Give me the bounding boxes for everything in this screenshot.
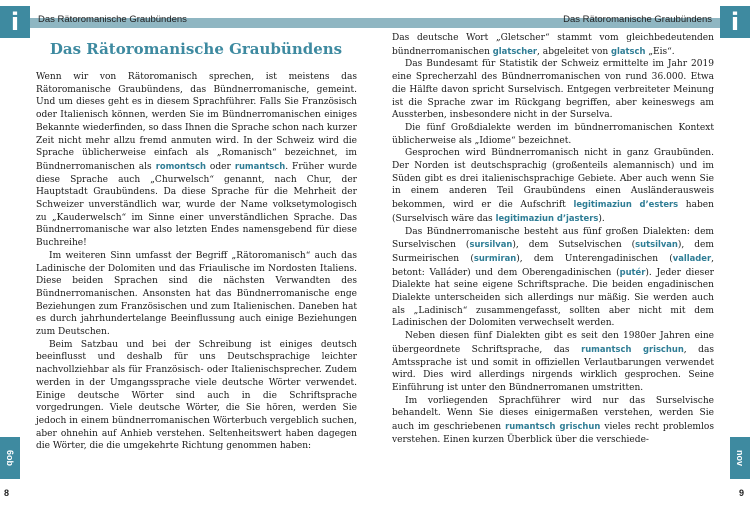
romansh-term: rumantsch grischun: [505, 421, 601, 432]
page-title: Das Rätoromanische Graubündens: [49, 40, 343, 58]
text-run: , betont: Valláder) und dem Oberengadinischen (: [392, 253, 714, 278]
side-tab-right: [730, 437, 750, 479]
right-running-header: [375, 6, 750, 36]
romansh-term: vallader: [672, 252, 712, 263]
text-run: ).: [598, 213, 605, 224]
info-icon: i: [720, 6, 750, 38]
body-paragraph: [392, 395, 714, 447]
romansh-term: rumantsch: [234, 160, 286, 171]
romansh-term: surmiran: [473, 252, 517, 263]
text-run: ), dem Sutselvischen (: [512, 240, 636, 251]
body-paragraph: [392, 147, 714, 225]
text-run: Neben diesen fünf Dialekten gibt es seit den 1980er Jahren eine übergeordnete Schriftsprache, das: [392, 331, 714, 355]
side-tab-label: 6ob: [4, 449, 15, 467]
side-tab-left: [0, 437, 20, 479]
text-run: ). Jeder dieser Dialekte hat seine eigene Schriftsprache. Die beiden engadinischen Dialekte unterscheiden sich allerdings nur mäßig. Sie werden auch als „Ladinisch“ zusammengefasst, sollten aber nicht mit dem Ladinischen der Dolomiten verwechselt werden.: [392, 267, 714, 329]
romansh-term: sutsilvan: [635, 239, 678, 250]
text-run: Das Bundesamt für Statistik der Schweiz ermittelte im Jahr 2019 eine Sprecherzahl des Bündnerromanischen von rund 36.000. Etwa die Hälfte davon spricht Surselvisch. Entgegen verbreiteter Meinung ist die Sprache zwar im Rückgang begriffen, aber keineswegs am Aussterben, insbesondere nicht in der Surselva.: [392, 59, 714, 121]
running-title: Das Rätoromanische Graubündens: [563, 14, 712, 25]
text-run: , abgeleitet von: [537, 46, 612, 57]
romansh-term: legitimaziun d’jasters: [495, 212, 599, 223]
text-run: „Eis“.: [645, 46, 675, 57]
right-body-text: [392, 32, 714, 447]
running-title: Das Rätoromanische Graubündens: [38, 14, 187, 25]
text-run: Im vorliegenden Sprachführer wird nur das Surselvische behandelt. Wenn Sie dieses einigermaßen verstehen, werden Sie auch im geschriebenen: [392, 395, 714, 433]
left-running-header: [0, 6, 375, 36]
text-run: haben (Surselvisch wäre das: [392, 200, 714, 224]
body-paragraph: [392, 122, 714, 147]
body-paragraph: [392, 330, 714, 395]
body-paragraph: [392, 32, 714, 58]
body-paragraph: [36, 250, 357, 339]
text-run: Gesprochen wird Bündnerromanisch nicht in ganz Graubünden. Der Norden ist deutschsprachig (großenteils alemannisch) und im Süden gibt es drei italienischsprachige Gebiete. Aber auch wenn Sie in einem anderen Teil Graubündens einen Ausländerausweis bekommen, wird er die Aufschrift: [392, 148, 714, 211]
text-run: Wenn wir von Rätoromanisch sprechen, ist meistens das Rätoromanische Graubündens, das Bündnerromanische, gemeint. Und um dieses geht es in diesem Sprachführer. Falls Sie Französisch oder Italienisch können, werden Sie im Bündnerromanischen einiges Bekannte wiederfinden, so dass Ihnen die Sprache schon nach kurzer Zeit nicht mehr allzu fremd anmuten wird. In der Schweiz wird die Sprache üblicherweise einfach als „Romanisch“ bezeichnet, im Bündnerromanischen als: [36, 72, 357, 172]
body-paragraph: [36, 339, 357, 453]
right-page: [375, 0, 750, 512]
romansh-term: glatscher: [492, 45, 538, 56]
text-run: Im weiteren Sinn umfasst der Begriff „Rätoromanisch“ auch das Ladinische der Dolomiten und das Friaulische im Nordosten Italiens. Diese beiden Sprachen sind die nächsten Verwandten des Bündnerromanischen. Ansonsten hat das Bündnerromanische enge Beziehungen zum Französischen und zum Italienischen. Daneben hat es durch jahrhundertelange Beeinflussung auch einige Beziehungen zum Deutschen.: [36, 250, 357, 338]
left-body-text: [36, 71, 357, 453]
side-tab-label: nov: [734, 449, 745, 467]
page-number: 9: [738, 488, 744, 498]
body-paragraph: [36, 71, 357, 250]
text-run: Das deutsche Wort „Gletscher“ stammt vom gleichbedeutenden bündnerromanischen: [392, 33, 714, 57]
text-run: ), dem Unterengadinischen (: [516, 253, 673, 264]
text-run: Die fünf Großdialekte werden im bündnerromanischen Kontext üblicherweise als „Idiome“ bezeichnet.: [392, 122, 714, 146]
text-run: . Früher wurde diese Sprache auch „Churwelsch“ genannt, nach Chur, der Hauptstadt Graubündens. Da diese Sprache für die Mehrheit der Schweizer unverständlich war, wurde der Name volksetymologisch zu „Kauderwelsch“ im Sinne einer unverständlichen Sprache. Das Bündnerromanische war also letzten Endes namensgebend für diese Buchreihe!: [36, 161, 358, 249]
romansh-term: glatsch: [611, 45, 646, 56]
info-icon: i: [0, 6, 30, 38]
text-run: Das Bündnerromanische besteht aus fünf großen Dialekten: dem Surselvischen (: [392, 226, 714, 251]
text-run: ), dem Surmeirischen (: [392, 240, 714, 264]
page-number: 8: [4, 488, 10, 498]
body-paragraph: [392, 226, 714, 331]
romansh-term: sursilvan: [469, 239, 513, 250]
romansh-term: putér: [619, 266, 646, 277]
romansh-term: rumantsch grischun: [581, 343, 684, 354]
romansh-term: legitimaziun d’esters: [573, 199, 679, 210]
text-run: Beim Satzbau und bei der Schreibung ist einiges deutsch beeinflusst und deshalb für uns Deutschsprachige leichter nachvollziehbar als für Französisch- oder Italienischsprecher. Zudem werden in der Umgangssprache viele deutsche Wörter verwendet. Einige deutsche Wörter sind auch in die Schriftsprache vorgedrungen. Viele deutsche Wörter, die Sie hören, werden Sie jedoch in einem bündnerromanischen Wörterbuch vergeblich suchen, aber ohnehin auf Anhieb verstehen. Seltenheitswert haben dagegen die Wörter, die die umgekehrte Richtung genommen haben:: [36, 339, 357, 452]
text-run: , das Amtssprache ist und somit in offiziellen Verlautbarungen verwendet wird. Dies wird allerdings nirgends wirklich gesprochen. Seine Einführung ist unter den Bündnerromanen umstritten.: [392, 344, 714, 393]
body-paragraph: [392, 58, 714, 122]
romansh-term: romontsch: [155, 160, 206, 171]
text-run: vieles recht problemlos verstehen. Einen kurzen Überblick über die verschiede-: [392, 422, 714, 445]
text-run: oder: [205, 161, 235, 172]
